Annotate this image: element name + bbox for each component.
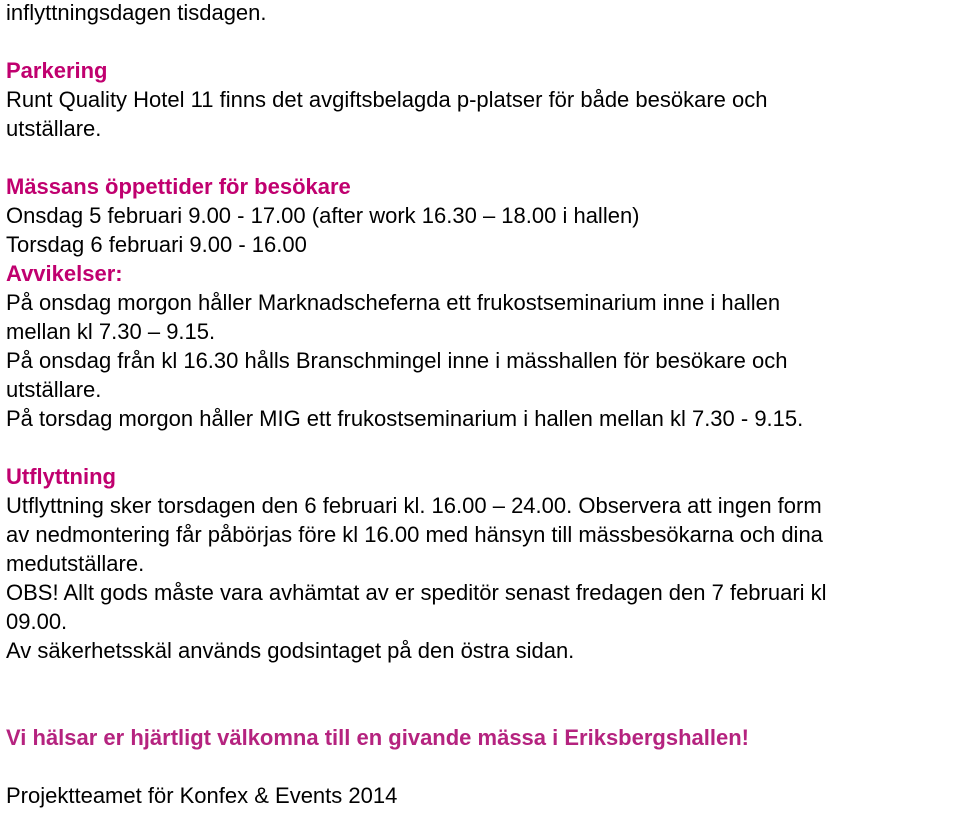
text-line: Utflyttning sker torsdagen den 6 februari kl. 16.00 – 24.00. Observera att ingen form: [6, 493, 822, 518]
text-line: utställare.: [6, 116, 102, 141]
text-line: Onsdag 5 februari 9.00 - 17.00 (after work 16.30 – 18.00 i hallen): [6, 203, 640, 228]
text-line: OBS! Allt gods måste vara avhämtat av er speditör senast fredagen den 7 februari kl: [6, 580, 827, 605]
text-line: På onsdag från kl 16.30 hålls Branschmingel inne i mässhallen för besökare och: [6, 348, 788, 373]
text-line: På onsdag morgon håller Marknadscheferna ett frukostseminarium inne i hallen: [6, 290, 781, 315]
text-line: utställare.: [6, 377, 102, 402]
section-heading-opening-hours: Mässans öppettider för besökare: [6, 174, 351, 199]
section-heading-parking: Parkering: [6, 58, 108, 83]
text-line: På torsdag morgon håller MIG ett frukostseminarium i hallen mellan kl 7.30 - 9.15.: [6, 406, 804, 431]
subheading-deviations: Avvikelser:: [6, 261, 123, 286]
closing-greeting: Vi hälsar er hjärtligt välkomna till en givande mässa i Eriksbergshallen!: [6, 725, 749, 750]
text-line: Torsdag 6 februari 9.00 - 16.00: [6, 232, 307, 257]
section-heading-move-out: Utflyttning: [6, 464, 116, 489]
text-line: mellan kl 7.30 – 9.15.: [6, 319, 216, 344]
text-line: Av säkerhetsskäl används godsintaget på den östra sidan.: [6, 638, 575, 663]
text-line: av nedmontering får påbörjas före kl 16.00 med hänsyn till mässbesökarna och dina: [6, 522, 823, 547]
signature-line: Projektteamet för Konfex & Events 2014: [6, 783, 398, 808]
text-line: medutställare.: [6, 551, 145, 576]
text-line: 09.00.: [6, 609, 68, 634]
text-line: inflyttningsdagen tisdagen.: [6, 0, 267, 25]
text-line: Runt Quality Hotel 11 finns det avgiftsbelagda p-platser för både besökare och: [6, 87, 768, 112]
